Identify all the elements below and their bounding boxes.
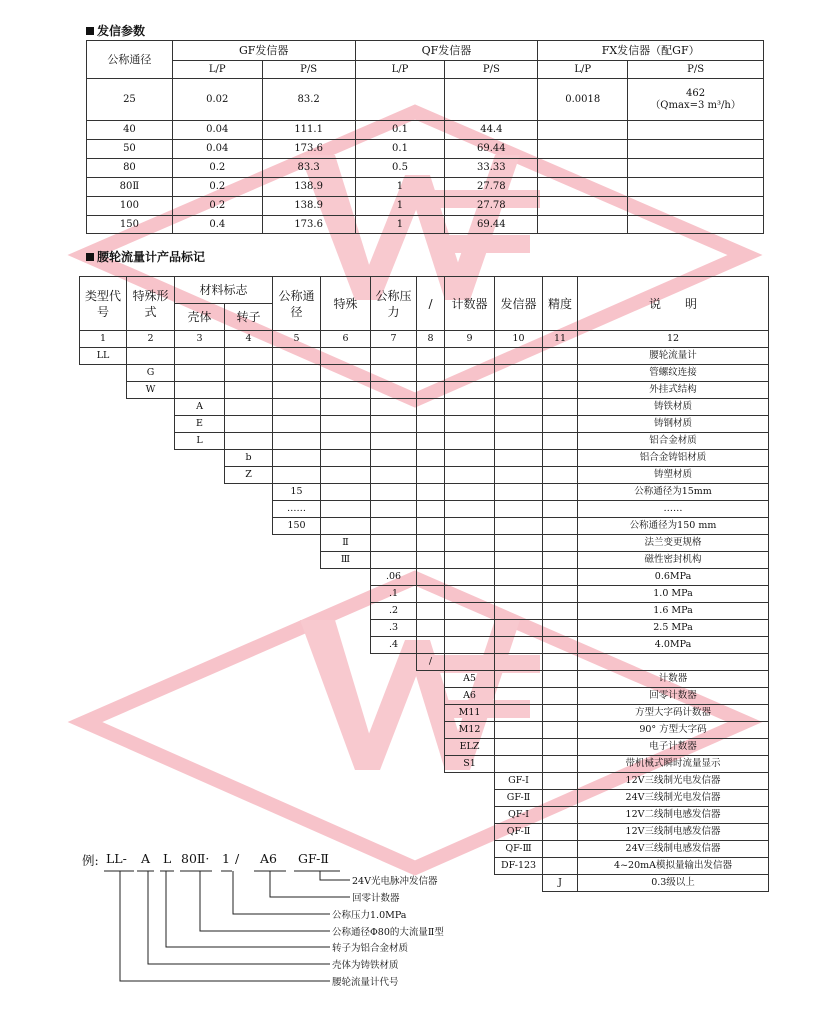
example-part-slash: / — [235, 851, 240, 866]
note-shell: 壳体为铸铁材质 — [332, 960, 399, 971]
note-counter: 回零计数器 — [352, 893, 400, 904]
col-number: 6 — [321, 331, 371, 348]
code-cell: LL — [80, 348, 127, 365]
code-cell: 150 — [273, 518, 321, 535]
code-cell: M11 — [445, 705, 495, 722]
description-cell: 24V三线制电感发信器 — [578, 841, 769, 858]
note-type-code: 腰轮流量计代号 — [332, 977, 399, 988]
code-cell: S1 — [445, 756, 495, 773]
description-cell: …… — [578, 501, 769, 518]
note-transmitter: 24V光电脉冲发信器 — [352, 876, 438, 887]
cell-gf-ps: 173.6 — [262, 216, 355, 234]
code-cell: M12 — [445, 722, 495, 739]
code-cell: .3 — [371, 620, 417, 637]
example-part-ll: LL- — [106, 851, 127, 866]
header-qf: QF发信器 — [355, 41, 538, 61]
description-cell: 管螺纹连接 — [578, 365, 769, 382]
description-cell: 电子计数器 — [578, 739, 769, 756]
description-cell: 铝合金材质 — [578, 433, 769, 450]
cell-dn: 40 — [87, 121, 173, 140]
code-cell: ELZ — [445, 739, 495, 756]
description-cell: 1.6 MPa — [578, 603, 769, 620]
code-cell: DF-123 — [495, 858, 543, 875]
cell-fx-lp: 0.0018 — [538, 79, 628, 121]
note-rotor: 转子为铝合金材质 — [332, 943, 409, 954]
example-part-l: L — [163, 851, 172, 866]
col-number: 12 — [578, 331, 769, 348]
description-cell: 铸铁材质 — [578, 399, 769, 416]
cell-dn: 80 — [87, 159, 173, 178]
note-diameter: 公称通径Φ80的大流量Ⅱ型 — [332, 927, 444, 938]
cell-gf-lp: 0.04 — [172, 121, 262, 140]
cell-qf-lp: 0.1 — [355, 121, 445, 140]
col-number: 8 — [417, 331, 445, 348]
col-number: 5 — [273, 331, 321, 348]
header-nominal-diameter: 公称通径 — [273, 277, 321, 331]
header-lp: L/P — [538, 61, 628, 79]
description-cell: 4~20mA模拟量输出发信器 — [578, 858, 769, 875]
code-cell: QF-Ⅲ — [495, 841, 543, 858]
col-number: 9 — [445, 331, 495, 348]
header-shell: 壳体 — [175, 304, 225, 331]
description-cell: 铸钢材质 — [578, 416, 769, 433]
cell-gf-lp: 0.2 — [172, 159, 262, 178]
header-transmitter: 发信器 — [495, 277, 543, 331]
code-cell: J — [543, 875, 578, 892]
code-cell: QF-Ⅰ — [495, 807, 543, 824]
cell-gf-lp: 0.2 — [172, 197, 262, 216]
header-ps: P/S — [445, 61, 538, 79]
cell-dn: 25 — [87, 79, 173, 121]
col-number: 1 — [80, 331, 127, 348]
example-part-a6: A6 — [260, 851, 277, 866]
example-part-1: 1 — [222, 851, 230, 866]
cell-qf-lp: 1 — [355, 216, 445, 234]
code-cell: .4 — [371, 637, 417, 654]
cell-gf-lp: 0.02 — [172, 79, 262, 121]
cell-qf-lp: 0.1 — [355, 140, 445, 159]
header-slash: / — [417, 277, 445, 331]
description-cell: 1.0 MPa — [578, 586, 769, 603]
description-cell: 计数器 — [578, 671, 769, 688]
example-part-80: 80Ⅱ· — [181, 851, 210, 866]
header-gf: GF发信器 — [172, 41, 355, 61]
code-cell: GF-Ⅱ — [495, 790, 543, 807]
header-accuracy: 精度 — [543, 277, 578, 331]
description-cell: 公称通径为150 mm — [578, 518, 769, 535]
col-number: 4 — [225, 331, 273, 348]
description-cell: 12V二线制电感发信器 — [578, 807, 769, 824]
col-number: 11 — [543, 331, 578, 348]
code-cell: GF-Ⅰ — [495, 773, 543, 790]
example-prefix: 例: — [82, 853, 99, 868]
code-cell: QF-Ⅱ — [495, 824, 543, 841]
header-special: 特殊 — [321, 277, 371, 331]
code-cell: E — [175, 416, 225, 433]
section-title-signal-params: 发信参数 — [86, 22, 145, 39]
cell-qf-ps: 27.78 — [445, 178, 538, 197]
section-title-product-marking: 腰轮流量计产品标记 — [86, 248, 205, 265]
description-cell: 腰轮流量计 — [578, 348, 769, 365]
cell-qf-ps: 33.33 — [445, 159, 538, 178]
cell-qf-ps: 27.78 — [445, 197, 538, 216]
description-cell: 0.3级以上 — [578, 875, 769, 892]
header-special-form: 特殊形式 — [127, 277, 175, 331]
code-cell: L — [175, 433, 225, 450]
header-description: 说 明 — [578, 277, 769, 331]
cell-gf-lp: 0.4 — [172, 216, 262, 234]
cell-gf-lp: 0.2 — [172, 178, 262, 197]
code-cell: A5 — [445, 671, 495, 688]
cell-gf-ps: 83.2 — [262, 79, 355, 121]
header-ps: P/S — [262, 61, 355, 79]
header-ps: P/S — [628, 61, 764, 79]
code-cell: b — [225, 450, 273, 467]
code-cell: .2 — [371, 603, 417, 620]
cell-qf-ps: 69.44 — [445, 216, 538, 234]
cell-qf-lp: 0.5 — [355, 159, 445, 178]
description-cell: 回零计数器 — [578, 688, 769, 705]
description-cell: 方型大字码计数器 — [578, 705, 769, 722]
header-nominal-diameter: 公称通径 — [87, 41, 173, 79]
code-cell: Ⅲ — [321, 552, 371, 569]
cell-qf-ps: 44.4 — [445, 121, 538, 140]
cell-gf-ps: 111.1 — [262, 121, 355, 140]
code-cell: A — [175, 399, 225, 416]
description-cell: 公称通径为15mm — [578, 484, 769, 501]
code-cell: 15 — [273, 484, 321, 501]
cell-qf-ps: 69.44 — [445, 140, 538, 159]
description-cell: 铝合金铸铝材质 — [578, 450, 769, 467]
description-cell: 带机械式瞬时流量显示 — [578, 756, 769, 773]
header-lp: L/P — [355, 61, 445, 79]
description-cell: 24V三线制光电发信器 — [578, 790, 769, 807]
cell-qf-lp: 1 — [355, 178, 445, 197]
header-material: 材料标志 — [175, 277, 273, 304]
code-cell: W — [127, 382, 175, 399]
description-cell: 2.5 MPa — [578, 620, 769, 637]
code-cell: A6 — [445, 688, 495, 705]
header-type-code: 类型代号 — [80, 277, 127, 331]
col-number: 7 — [371, 331, 417, 348]
description-cell: 12V三线制电感发信器 — [578, 824, 769, 841]
cell-gf-ps: 173.6 — [262, 140, 355, 159]
example-part-a: A — [141, 851, 151, 866]
description-cell: 法兰变更规格 — [578, 535, 769, 552]
fx-ps-value: 462 — [686, 87, 706, 99]
col-number: 2 — [127, 331, 175, 348]
description-cell: 0.6MPa — [578, 569, 769, 586]
cell-dn: 100 — [87, 197, 173, 216]
description-cell: 90° 方型大字码 — [578, 722, 769, 739]
description-cell: 4.0MPa — [578, 637, 769, 654]
example-part-gf: GF-Ⅱ — [298, 851, 329, 866]
code-cell: .1 — [371, 586, 417, 603]
description-cell: 12V三线制光电发信器 — [578, 773, 769, 790]
fx-ps-note: （Qmax=3 m³/h） — [650, 99, 741, 111]
code-cell: Ⅱ — [321, 535, 371, 552]
code-cell: / — [417, 654, 445, 671]
cell-gf-ps: 138.9 — [262, 178, 355, 197]
cell-dn: 150 — [87, 216, 173, 234]
note-pressure: 公称压力1.0MPa — [332, 910, 407, 921]
header-nominal-pressure: 公称压力 — [371, 277, 417, 331]
col-number: 10 — [495, 331, 543, 348]
cell-dn: 50 — [87, 140, 173, 159]
cell-gf-ps: 83.3 — [262, 159, 355, 178]
header-counter: 计数器 — [445, 277, 495, 331]
code-cell: …… — [273, 501, 321, 518]
header-rotor: 转子 — [225, 304, 273, 331]
col-number: 3 — [175, 331, 225, 348]
cell-qf-lp: 1 — [355, 197, 445, 216]
code-cell: .06 — [371, 569, 417, 586]
header-lp: L/P — [172, 61, 262, 79]
cell-dn: 80Ⅱ — [87, 178, 173, 197]
code-cell: G — [127, 365, 175, 382]
description-cell: 磁性密封机构 — [578, 552, 769, 569]
code-cell: Z — [225, 467, 273, 484]
description-cell: 外挂式结构 — [578, 382, 769, 399]
description-cell: 铸塑材质 — [578, 467, 769, 484]
cell-gf-lp: 0.04 — [172, 140, 262, 159]
cell-gf-ps: 138.9 — [262, 197, 355, 216]
header-fx: FX发信器（配GF） — [538, 41, 764, 61]
